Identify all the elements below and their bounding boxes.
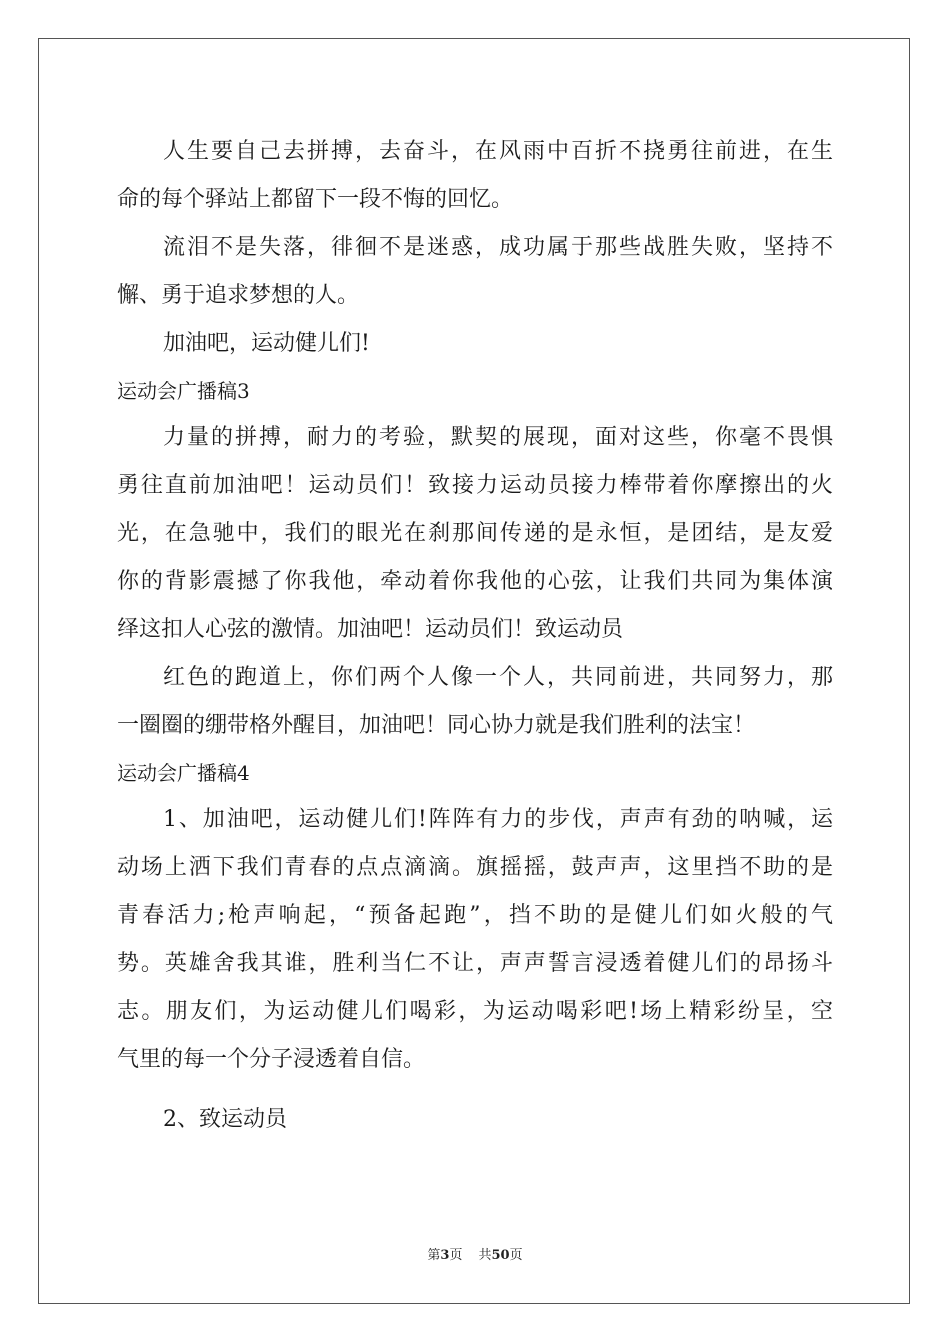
paragraph-line: 人生要自己去拼搏，去奋斗，在风雨中百折不挠勇往前进，在生 (163, 139, 833, 164)
paragraph-line: 2、致运动员 (163, 1107, 287, 1132)
paragraph-line: 流泪不是失落，徘徊不是迷惑，成功属于那些战胜失败，坚持不 (163, 235, 833, 260)
paragraph-line: 绎这扣人心弦的激情。加油吧！运动员们！致运动员 (117, 617, 624, 642)
paragraph-line: 命的每个驿站上都留下一段不悔的回忆。 (117, 187, 514, 212)
section-heading: 运动会广播稿4 (117, 761, 250, 785)
paragraph-line: 你的背影震撼了你我他，牵动着你我他的心弦，让我们共同为集体演 (117, 569, 833, 594)
paragraph-line: 力量的拼搏，耐力的考验，默契的展现，面对这些，你毫不畏惧 (163, 425, 833, 450)
footer-page-number: 3 (440, 1248, 450, 1263)
footer-total-number: 50 (491, 1248, 510, 1263)
paragraph-line: 势。英雄舍我其谁，胜利当仁不让，声声誓言浸透着健儿们的昂扬斗 (117, 951, 833, 976)
paragraph-line: 光，在急驰中，我们的眼光在刹那间传递的是永恒，是团结，是友爱 (117, 521, 833, 546)
paragraph-line: 懈、勇于追求梦想的人。 (117, 283, 360, 308)
paragraph-line: 青春活力;枪声响起，“预备起跑”，挡不助的是健儿们如火般的气 (117, 903, 833, 928)
footer-total-prefix: 共 (478, 1248, 492, 1263)
paragraph-line: 1、加油吧，运动健儿们!阵阵有力的步伐，声声有劲的呐喊，运 (163, 807, 833, 832)
paragraph-line: 志。朋友们，为运动健儿们喝彩，为运动喝彩吧!场上精彩纷呈，空 (117, 999, 833, 1024)
paragraph-line: 勇往直前加油吧！运动员们！致接力运动员接力棒带着你摩擦出的火 (117, 473, 833, 498)
document-body (117, 128, 833, 1144)
paragraph-gap (117, 1084, 833, 1096)
footer-page-prefix: 第 (427, 1248, 441, 1263)
paragraph-line: 加油吧，运动健儿们! (163, 331, 370, 356)
paragraph-line: 动场上洒下我们青春的点点滴滴。旗摇摇，鼓声声，这里挡不助的是 (117, 855, 833, 880)
page-footer (0, 1244, 950, 1263)
paragraph-line: 红色的跑道上，你们两个人像一个人，共同前进，共同努力，那 (163, 665, 833, 690)
paragraph-line: 气里的每一个分子浸透着自信。 (117, 1047, 426, 1072)
paragraph-line: 一圈圈的绷带格外醒目，加油吧！同心协力就是我们胜利的法宝！ (117, 713, 756, 738)
section-heading: 运动会广播稿3 (117, 379, 250, 403)
footer-total-suffix: 页 (509, 1248, 523, 1263)
footer-page-suffix: 页 (449, 1248, 463, 1263)
